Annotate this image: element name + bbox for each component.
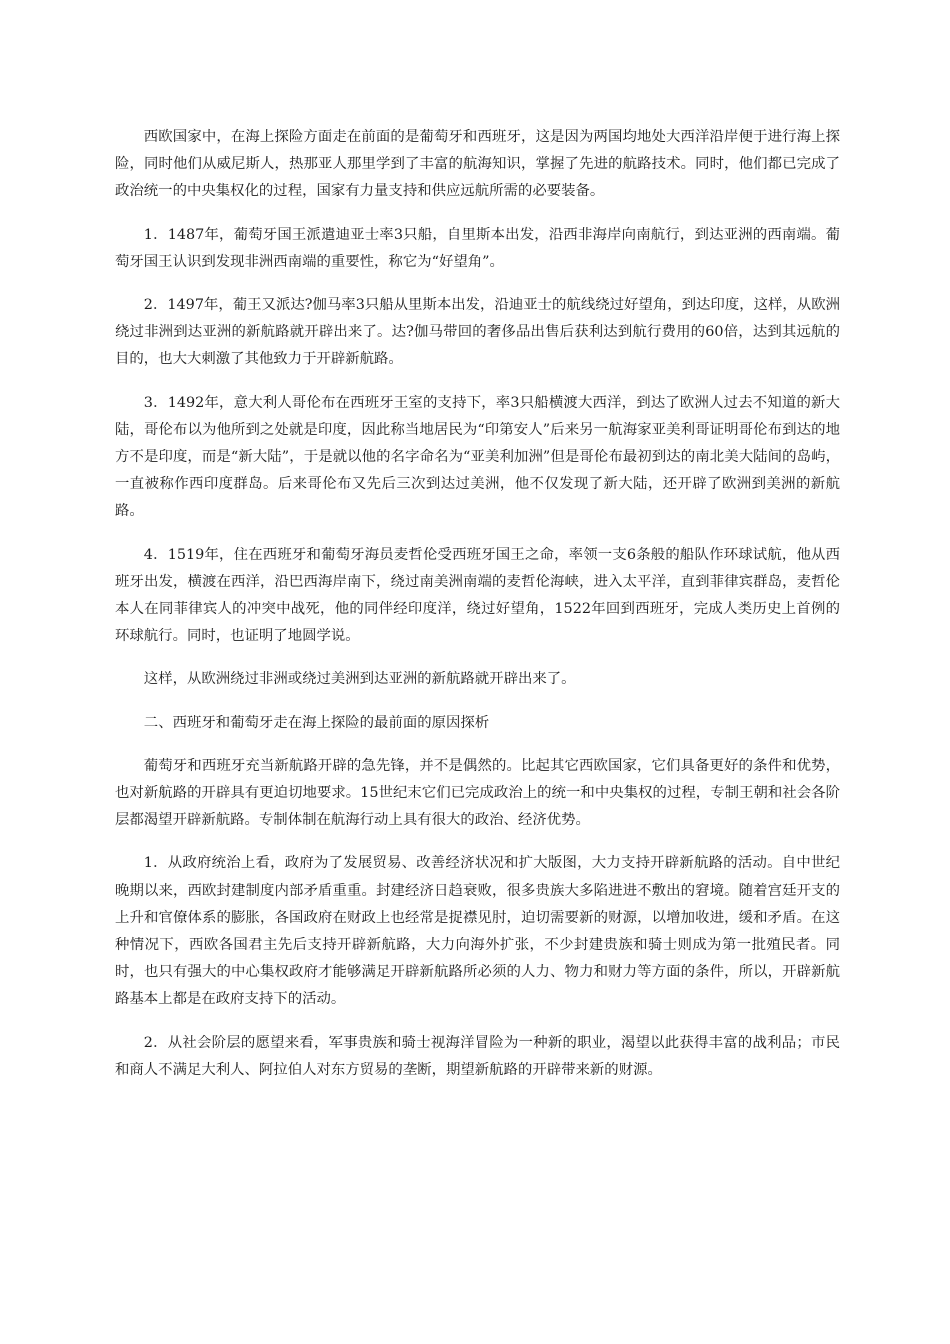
document-body bbox=[115, 124, 840, 1100]
section-heading: 二、西班牙和葡萄牙走在海上探险的最前面的原因探析 bbox=[143, 714, 490, 731]
paragraph-item-1497: 2．1497年，葡王又派达?伽马率3只船从里斯本出发，沿迪亚士的航线绕过好望角，到达印度，这样，从欧洲绕过非洲到达亚洲的新航路就开辟出来了。达?伽马带回的奢侈品出售后获利达到航行费用的60倍，达到其远航的目的，也大大刺激了其他致力于开辟新航路。 bbox=[115, 297, 840, 368]
paragraph-item-1487: 1．1487年，葡萄牙国王派遣迪亚士率3只船，自里斯本出发，沿西非海岸向南航行，到达亚洲的西南端。葡萄牙国王认识到发现非洲西南端的重要性，称它为“好望角”。 bbox=[115, 226, 840, 270]
paragraph-item-1492: 3．1492年，意大利人哥伦布在西班牙王室的支持下，率3只船横渡大西洋，到达了欧洲人过去不知道的新大陆，哥伦布以为他所到之处就是印度，因此称当地居民为“印第安人”后来另一航海家亚美利哥证明哥伦布到达的地方不是印度，而是“新大陆”，于是就以他的名字命名为“亚美利加洲”但是哥伦布最初到达的南北美大陆间的岛屿，一直被称作西印度群岛。后来哥伦布又先后三次到达过美洲，他不仅发现了新大陆，还开辟了欧洲到美洲的新航路。 bbox=[115, 394, 840, 520]
paragraph-reason-government: 1．从政府统治上看，政府为了发展贸易、改善经济状况和扩大版图，大力支持开辟新航路的活动。自中世纪晚期以来，西欧封建制度内部矛盾重重。封建经济日趋衰败，很多贵族大多陷进进不敷出的窘境。随着宫廷开支的上升和官僚体系的膨胀，各国政府在财政上也经常是捉襟见肘，迫切需要新的财源，以增加收进，缓和矛盾。在这种情况下，西欧各国君主先后支持开辟新航路，大力向海外扩张，不少封建贵族和骑士则成为第一批殖民者。同时，也只有强大的中心集权政府才能够满足开辟新航路所必须的人力、物力和财力等方面的条件，所以，开辟新航路基本上都是在政府支持下的活动。 bbox=[115, 855, 840, 1008]
paragraph-reason-social: 2．从社会阶层的愿望来看，军事贵族和骑士视海洋冒险为一种新的职业，渴望以此获得丰富的战利品；市民和商人不满足大利人、阿拉伯人对东方贸易的垄断，期望新航路的开辟带来新的财源。 bbox=[115, 1034, 840, 1078]
paragraph-item-1519: 4．1519年，住在西班牙和葡萄牙海员麦哲伦受西班牙国王之命，率领一支6条般的船队作环球试航，他从西班牙出发，横渡在西洋，沿巴西海岸南下，绕过南美洲南端的麦哲伦海峡，进入太平洋，直到菲律宾群岛，麦哲伦本人在同菲律宾人的冲突中战死，他的同伴经印度洋，绕过好望角，1522年回到西班牙，完成人类历史上首例的环球航行。同时，也证明了地圆学说。 bbox=[115, 546, 840, 645]
paragraph-intro: 西欧国家中，在海上探险方面走在前面的是葡萄牙和西班牙，这是因为两国均地处大西洋沿岸便于进行海上探险，同时他们从威尼斯人，热那亚人那里学到了丰富的航海知识，掌握了先进的航路技术。同时，他们都已完成了政治统一的中央集权化的过程，国家有力量支持和供应远航所需的必要装备。 bbox=[115, 129, 840, 200]
paragraph-summary: 这样，从欧洲绕过非洲或绕过美洲到达亚洲的新航路就开辟出来了。 bbox=[143, 671, 576, 688]
paragraph-section-intro: 葡萄牙和西班牙充当新航路开辟的急先锋，并不是偶然的。比起其它西欧国家，它们具备更好的条件和优势，也对新航路的开辟具有更迫切地要求。15世纪末它们已完成政治上的统一和中央集权的过程，专制王朝和社会各阶层都渴望开辟新航路。专制体制在航海行动上具有很大的政治、经济优势。 bbox=[115, 757, 840, 829]
